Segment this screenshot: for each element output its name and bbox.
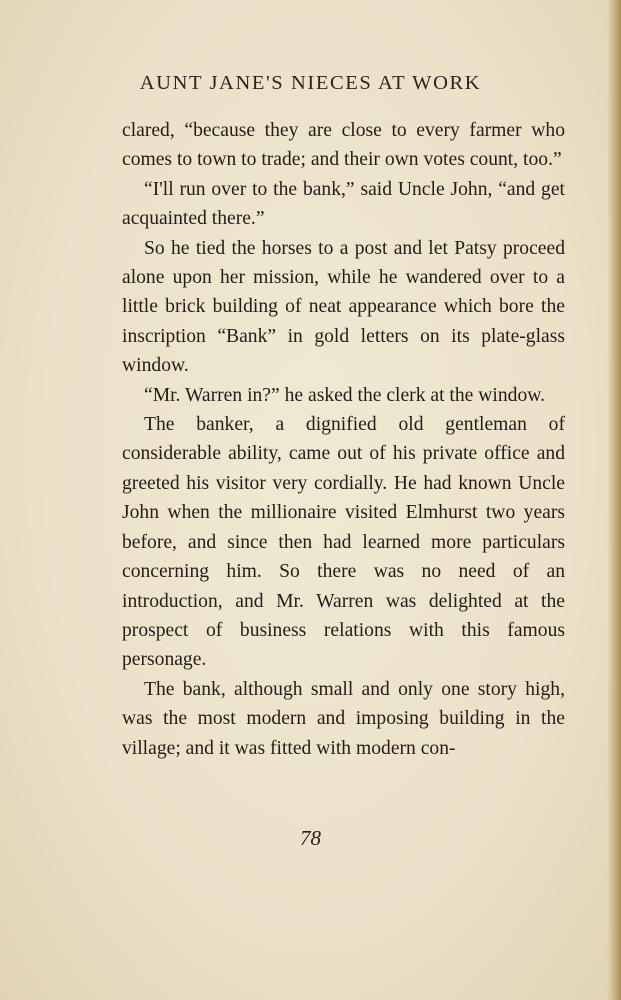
body-text bbox=[122, 116, 565, 763]
paragraph: “Mr. Warren in?” he asked the clerk at the window. bbox=[144, 384, 546, 406]
page-number: 78 bbox=[300, 826, 321, 850]
paragraph: So he tied the horses to a post and let Patsy proceed alone upon her mission, while he wandered over to a little brick building of neat appearance which bore the inscription “Bank” in gold letters on its plate-glass window. bbox=[122, 237, 565, 377]
paragraph: The bank, although small and only one story high, was the most modern and imposing building in the village; and it was fitted with modern con- bbox=[122, 678, 565, 759]
paragraph: clared, “because they are close to every farmer who comes to town to trade; and their own votes count, too.” bbox=[122, 120, 565, 171]
paragraph: “I'll run over to the bank,” said Uncle John, “and get acquainted there.” bbox=[122, 178, 565, 230]
paragraph: The banker, a dignified old gentleman of considerable ability, came out of his private office and greeted his visitor very cordially. He had known Uncle John when the millionaire visited Elmhurst two years before, and since then had learned more particulars concerning him. So there was no need of an introduction, and Mr. Warren was delighted at the prospect of business relations with this famous personage. bbox=[122, 414, 565, 671]
running-head: AUNT JANE'S NIECES AT WORK bbox=[139, 72, 482, 94]
